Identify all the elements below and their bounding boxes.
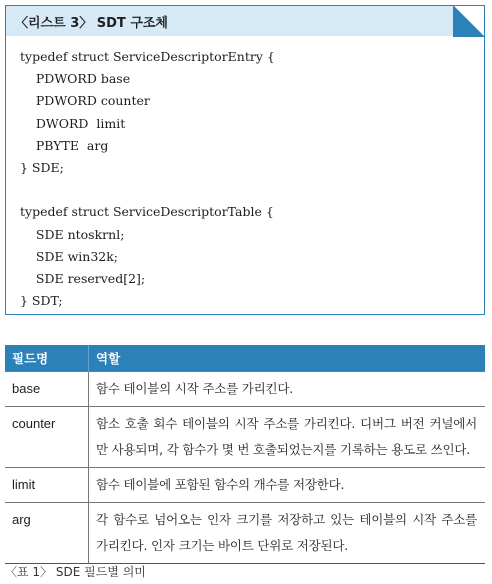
code-line: } SDE; bbox=[20, 159, 64, 175]
table-row bbox=[5, 468, 485, 503]
field-name-cell: base bbox=[5, 372, 89, 407]
field-name-cell: arg bbox=[5, 503, 89, 564]
code-line: typedef struct ServiceDescriptorTable { bbox=[20, 204, 274, 220]
field-name-cell: limit bbox=[5, 468, 89, 503]
column-header-role: 역할 bbox=[89, 345, 486, 372]
table-row bbox=[5, 503, 485, 564]
code-line: SDE ntoskrnl; bbox=[20, 226, 125, 242]
code-block bbox=[20, 46, 474, 312]
field-role-cell: 함소 호출 회수 테이블의 시작 주소를 가리킨다. 디버그 버전 커널에서만 사용되며, 각 함수가 몇 번 호출되었는지를 기록하는 용도로 쓰인다. bbox=[89, 407, 486, 468]
listing-title: 〈리스트 3〉 SDT 구조체 bbox=[15, 16, 168, 31]
table-caption: 〈표 1〉 SDE 필드별 의미 bbox=[5, 565, 146, 579]
corner-fold-decoration bbox=[453, 5, 485, 37]
table-row bbox=[5, 407, 485, 468]
code-line: typedef struct ServiceDescriptorEntry { bbox=[20, 49, 275, 64]
column-header-field: 필드명 bbox=[5, 345, 89, 372]
field-role-cell: 함수 테이블의 시작 주소를 가리킨다. bbox=[89, 372, 486, 407]
code-line: SDE reserved[2]; bbox=[20, 270, 146, 286]
code-line: SDE win32k; bbox=[20, 248, 119, 264]
field-role-cell: 각 함수로 넘어오는 인자 크기를 저장하고 있는 테이블의 시작 주소를 가리킨다. 인자 크기는 바이트 단위로 저장된다. bbox=[89, 503, 486, 564]
sde-fields-table bbox=[5, 345, 485, 564]
code-line: } SDT; bbox=[20, 293, 63, 309]
code-line: DWORD limit bbox=[20, 115, 126, 131]
table-row bbox=[5, 372, 485, 407]
code-line: PBYTE arg bbox=[20, 137, 109, 153]
field-name-cell: counter bbox=[5, 407, 89, 468]
code-line-blank bbox=[20, 179, 474, 201]
code-listing-box bbox=[5, 5, 485, 315]
field-role-cell: 함수 테이블에 포함된 함수의 개수를 저장한다. bbox=[89, 468, 486, 503]
code-line: PDWORD counter bbox=[20, 93, 150, 109]
table-header-row bbox=[5, 345, 485, 372]
code-line: PDWORD base bbox=[20, 71, 131, 87]
